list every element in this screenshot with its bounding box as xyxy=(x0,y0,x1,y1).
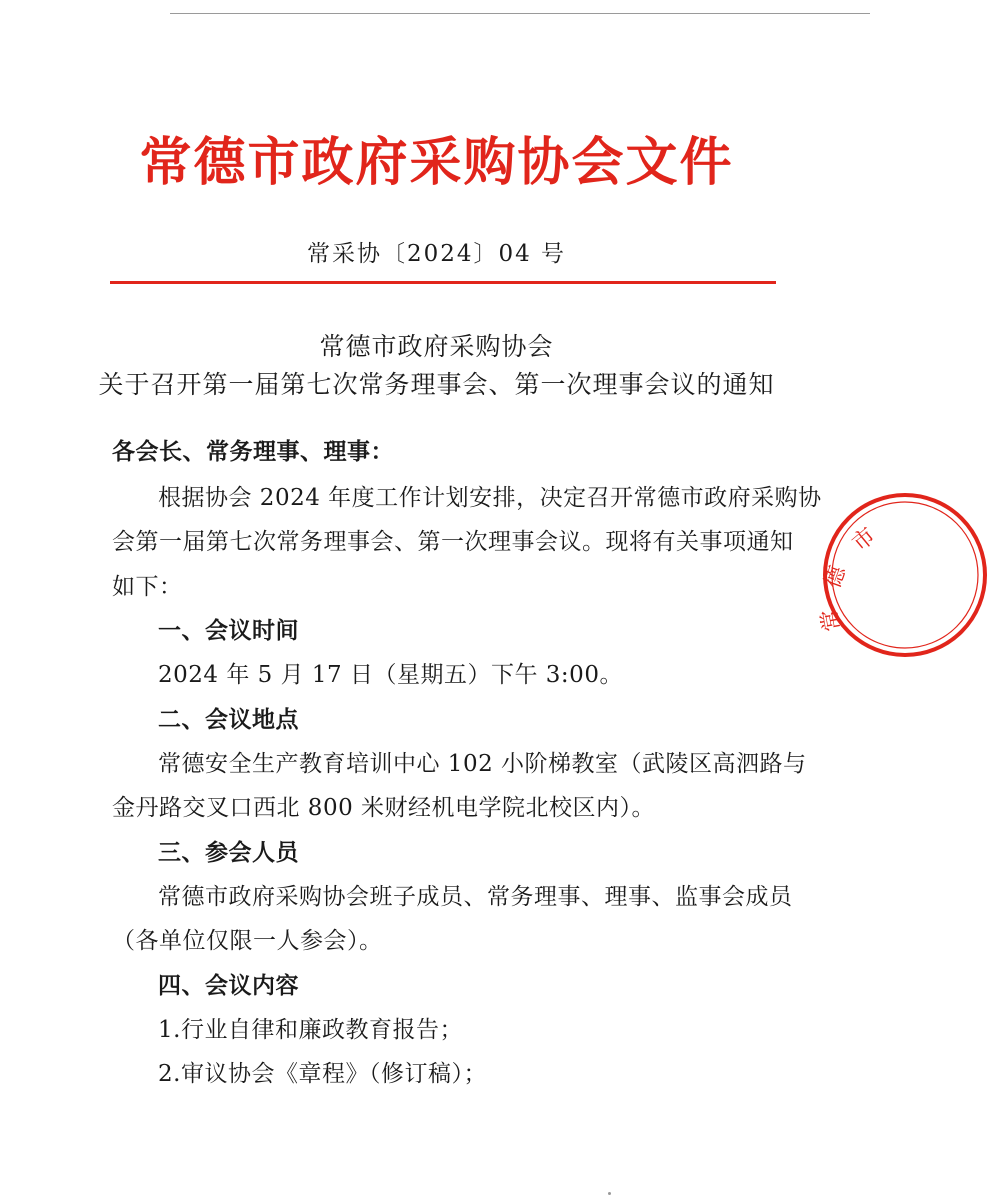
document-number: 常采协〔2024〕04 号 xyxy=(306,241,567,267)
section-heading-place: 二、会议地点 xyxy=(158,706,299,733)
document-header-title: 常德市政府采购协会文件 xyxy=(139,132,734,193)
meeting-place-line: 金丹路交叉口西北 800 米财经机电学院北校区内）。 xyxy=(112,795,656,821)
intro-paragraph-line: 会第一届第七次常务理事会、第一次理事会议。现将有关事项通知 xyxy=(112,529,794,555)
notice-title-line-1: 常德市政府采购协会 xyxy=(319,332,554,361)
meeting-place-line: 常德安全生产教育培训中心 102 小阶梯教室（武陵区高泗路与 xyxy=(158,751,807,777)
top-border-line xyxy=(170,13,870,14)
content-item: 1.行业自律和廉政教育报告； xyxy=(158,1017,463,1043)
section-heading-content: 四、会议内容 xyxy=(158,972,299,999)
intro-paragraph-line: 根据协会 2024 年度工作计划安排，决定召开常德市政府采购协 xyxy=(158,485,822,511)
meeting-time-text: 2024 年 5 月 17 日（星期五）下午 3:00。 xyxy=(158,662,623,688)
intro-paragraph-line: 如下： xyxy=(112,574,183,600)
svg-text:市: 市 xyxy=(847,523,881,557)
svg-text:德: 德 xyxy=(820,562,852,593)
scan-artifact-dot xyxy=(608,1192,611,1195)
header-red-divider xyxy=(110,281,776,284)
section-heading-time: 一、会议时间 xyxy=(158,617,299,644)
notice-title-line-2: 关于召开第一届第七次常务理事会、第一次理事会议的通知 xyxy=(98,370,775,399)
attendees-line: （各单位仅限一人参会）。 xyxy=(112,928,383,954)
attendees-line: 常德市政府采购协会班子成员、常务理事、理事、监事会成员 xyxy=(158,884,793,910)
svg-text:常: 常 xyxy=(817,607,846,634)
salutation: 各会长、常务理事、理事： xyxy=(112,438,394,465)
section-heading-attendees: 三、参会人员 xyxy=(158,839,299,866)
official-seal-stamp xyxy=(817,490,990,660)
content-item: 2.审议协会《章程》（修订稿）； xyxy=(158,1061,487,1087)
